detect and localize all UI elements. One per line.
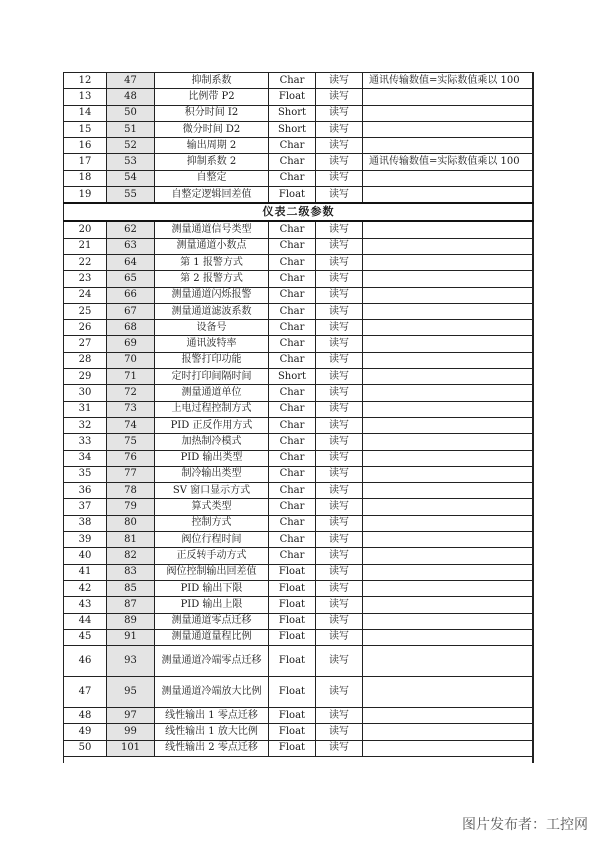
row-number-cell: 31	[64, 401, 107, 417]
data-type-cell: Short	[269, 121, 316, 137]
access-mode-cell: 读写	[316, 613, 363, 629]
access-mode-cell: 读写	[316, 483, 363, 499]
access-mode-cell: 读写	[316, 417, 363, 433]
table-row	[64, 740, 534, 756]
access-mode-cell: 读写	[316, 499, 363, 515]
table-row	[64, 646, 534, 677]
data-type-cell: Short	[269, 369, 316, 385]
remark-cell	[363, 89, 534, 105]
access-mode-cell: 读写	[316, 740, 363, 756]
access-mode-cell: 读写	[316, 221, 363, 238]
table-row	[64, 515, 534, 531]
remark-cell: 通讯传输数值=实际数值乘以 100	[363, 73, 534, 89]
access-mode-cell: 读写	[316, 515, 363, 531]
parameter-name-cell: 阀位控制输出回差值	[155, 564, 269, 580]
register-address-cell: 65	[107, 271, 155, 287]
table-row	[64, 450, 534, 466]
remark-cell	[363, 564, 534, 580]
data-type-cell: Char	[269, 254, 316, 270]
remark-cell	[363, 532, 534, 548]
table-row	[64, 499, 534, 515]
parameter-name-cell: 输出周期 2	[155, 138, 269, 154]
row-number-cell: 37	[64, 499, 107, 515]
row-number-cell: 48	[64, 708, 107, 724]
register-address-cell: 70	[107, 352, 155, 368]
data-type-cell: Char	[269, 483, 316, 499]
remark-cell	[363, 580, 534, 596]
parameter-name-cell: 抑制系数 2	[155, 154, 269, 170]
table-row	[64, 187, 534, 204]
row-number-cell: 20	[64, 221, 107, 238]
access-mode-cell: 读写	[316, 121, 363, 137]
access-mode-cell: 读写	[316, 580, 363, 596]
register-address-cell: 62	[107, 221, 155, 238]
remark-cell	[363, 629, 534, 645]
row-number-cell: 45	[64, 629, 107, 645]
register-address-cell: 82	[107, 548, 155, 564]
access-mode-cell: 读写	[316, 677, 363, 708]
row-number-cell: 33	[64, 434, 107, 450]
register-address-cell: 101	[107, 740, 155, 756]
remark-cell	[363, 401, 534, 417]
access-mode-cell: 读写	[316, 287, 363, 303]
parameter-name-cell: 定时打印间隔时间	[155, 369, 269, 385]
parameter-name-cell: 上电过程控制方式	[155, 401, 269, 417]
table-row	[64, 564, 534, 580]
remark-cell	[363, 417, 534, 433]
register-address-cell: 48	[107, 89, 155, 105]
access-mode-cell: 读写	[316, 238, 363, 254]
remark-cell	[363, 320, 534, 336]
row-number-cell: 12	[64, 73, 107, 89]
data-type-cell: Float	[269, 580, 316, 596]
parameter-name-cell: 第 2 报警方式	[155, 271, 269, 287]
register-address-cell: 50	[107, 105, 155, 121]
access-mode-cell: 读写	[316, 170, 363, 186]
register-table	[63, 72, 534, 757]
row-number-cell: 43	[64, 597, 107, 613]
remark-cell	[363, 515, 534, 531]
register-address-cell: 87	[107, 597, 155, 613]
remark-cell	[363, 336, 534, 352]
row-number-cell: 19	[64, 187, 107, 204]
table-row	[64, 613, 534, 629]
register-address-cell: 74	[107, 417, 155, 433]
row-number-cell: 40	[64, 548, 107, 564]
access-mode-cell: 读写	[316, 89, 363, 105]
access-mode-cell: 读写	[316, 708, 363, 724]
remark-cell	[363, 483, 534, 499]
register-address-cell: 52	[107, 138, 155, 154]
table-row	[64, 271, 534, 287]
register-address-cell: 80	[107, 515, 155, 531]
access-mode-cell: 读写	[316, 385, 363, 401]
watermark: 图片发布者：工控网	[462, 817, 588, 833]
register-address-cell: 67	[107, 303, 155, 319]
parameter-name-cell: 比例带 P2	[155, 89, 269, 105]
access-mode-cell: 读写	[316, 548, 363, 564]
row-number-cell: 35	[64, 466, 107, 482]
register-address-cell: 78	[107, 483, 155, 499]
remark-cell	[363, 597, 534, 613]
remark-cell	[363, 434, 534, 450]
row-number-cell: 25	[64, 303, 107, 319]
data-type-cell: Float	[269, 646, 316, 677]
table-row	[64, 724, 534, 740]
data-type-cell: Float	[269, 708, 316, 724]
access-mode-cell: 读写	[316, 320, 363, 336]
data-type-cell: Char	[269, 138, 316, 154]
access-mode-cell: 读写	[316, 138, 363, 154]
remark-cell	[363, 499, 534, 515]
remark-cell	[363, 105, 534, 121]
table-row	[64, 629, 534, 645]
parameter-name-cell: 报警打印功能	[155, 352, 269, 368]
access-mode-cell: 读写	[316, 154, 363, 170]
register-address-cell: 77	[107, 466, 155, 482]
register-address-cell: 76	[107, 450, 155, 466]
remark-cell	[363, 613, 534, 629]
remark-cell	[363, 170, 534, 186]
remark-cell: 通讯传输数值=实际数值乘以 100	[363, 154, 534, 170]
remark-cell	[363, 254, 534, 270]
row-number-cell: 30	[64, 385, 107, 401]
remark-cell	[363, 121, 534, 137]
register-address-cell: 53	[107, 154, 155, 170]
register-address-cell: 95	[107, 677, 155, 708]
remark-cell	[363, 138, 534, 154]
parameter-name-cell: PID 输出类型	[155, 450, 269, 466]
table-row	[64, 89, 534, 105]
parameter-name-cell: 测量通道冷端放大比例	[155, 677, 269, 708]
parameter-name-cell: 正反转手动方式	[155, 548, 269, 564]
table-row	[64, 336, 534, 352]
remark-cell	[363, 740, 534, 756]
row-number-cell: 42	[64, 580, 107, 596]
row-number-cell: 17	[64, 154, 107, 170]
remark-cell	[363, 287, 534, 303]
register-address-cell: 83	[107, 564, 155, 580]
remark-cell	[363, 303, 534, 319]
data-type-cell: Char	[269, 548, 316, 564]
register-address-cell: 75	[107, 434, 155, 450]
data-type-cell: Float	[269, 597, 316, 613]
data-type-cell: Char	[269, 450, 316, 466]
remark-cell	[363, 369, 534, 385]
remark-cell	[363, 187, 534, 204]
section-header-row	[64, 203, 534, 221]
parameter-name-cell: 微分时间 D2	[155, 121, 269, 137]
parameter-name-cell: 设备号	[155, 320, 269, 336]
access-mode-cell: 读写	[316, 303, 363, 319]
table-row	[64, 254, 534, 270]
table-row	[64, 434, 534, 450]
row-number-cell: 36	[64, 483, 107, 499]
register-address-cell: 66	[107, 287, 155, 303]
data-type-cell: Char	[269, 221, 316, 238]
table-row	[64, 401, 534, 417]
data-type-cell: Float	[269, 187, 316, 204]
access-mode-cell: 读写	[316, 532, 363, 548]
data-type-cell: Float	[269, 677, 316, 708]
data-type-cell: Char	[269, 515, 316, 531]
row-number-cell: 49	[64, 724, 107, 740]
data-type-cell: Char	[269, 434, 316, 450]
register-address-cell: 47	[107, 73, 155, 89]
parameter-name-cell: 测量通道量程比例	[155, 629, 269, 645]
register-address-cell: 69	[107, 336, 155, 352]
access-mode-cell: 读写	[316, 336, 363, 352]
section-title: 仪表二级参数	[64, 203, 534, 221]
parameter-name-cell: 控制方式	[155, 515, 269, 531]
parameter-name-cell: 自整定逻辑回差值	[155, 187, 269, 204]
data-type-cell: Char	[269, 271, 316, 287]
access-mode-cell: 读写	[316, 629, 363, 645]
parameter-name-cell: 算式类型	[155, 499, 269, 515]
table-row	[64, 580, 534, 596]
table-row	[64, 303, 534, 319]
register-address-cell: 73	[107, 401, 155, 417]
data-type-cell: Char	[269, 499, 316, 515]
register-address-cell: 64	[107, 254, 155, 270]
remark-cell	[363, 271, 534, 287]
table-row	[64, 369, 534, 385]
data-type-cell: Float	[269, 629, 316, 645]
register-address-cell: 54	[107, 170, 155, 186]
table-row	[64, 121, 534, 137]
data-type-cell: Char	[269, 385, 316, 401]
data-type-cell: Short	[269, 105, 316, 121]
data-type-cell: Char	[269, 336, 316, 352]
data-type-cell: Char	[269, 466, 316, 482]
access-mode-cell: 读写	[316, 254, 363, 270]
parameter-name-cell: 测量通道单位	[155, 385, 269, 401]
table-row	[64, 238, 534, 254]
parameter-name-cell: 线性输出 1 零点迁移	[155, 708, 269, 724]
remark-cell	[363, 450, 534, 466]
parameter-name-cell: 测量通道小数点	[155, 238, 269, 254]
parameter-name-cell: 测量通道滤波系数	[155, 303, 269, 319]
parameter-name-cell: 线性输出 2 零点迁移	[155, 740, 269, 756]
table-row	[64, 708, 534, 724]
table-row	[64, 466, 534, 482]
data-type-cell: Char	[269, 287, 316, 303]
row-number-cell: 38	[64, 515, 107, 531]
remark-cell	[363, 466, 534, 482]
register-table-body	[64, 73, 534, 757]
row-number-cell: 29	[64, 369, 107, 385]
data-type-cell: Char	[269, 401, 316, 417]
register-address-cell: 68	[107, 320, 155, 336]
access-mode-cell: 读写	[316, 352, 363, 368]
access-mode-cell: 读写	[316, 466, 363, 482]
access-mode-cell: 读写	[316, 724, 363, 740]
register-address-cell: 51	[107, 121, 155, 137]
data-type-cell: Char	[269, 532, 316, 548]
parameter-name-cell: 加热制冷模式	[155, 434, 269, 450]
row-number-cell: 28	[64, 352, 107, 368]
table-row	[64, 483, 534, 499]
access-mode-cell: 读写	[316, 369, 363, 385]
data-type-cell: Char	[269, 303, 316, 319]
data-type-cell: Char	[269, 170, 316, 186]
remark-cell	[363, 548, 534, 564]
table-row	[64, 221, 534, 238]
table-row	[64, 138, 534, 154]
data-type-cell: Float	[269, 724, 316, 740]
remark-cell	[363, 385, 534, 401]
row-number-cell: 24	[64, 287, 107, 303]
remark-cell	[363, 221, 534, 238]
access-mode-cell: 读写	[316, 597, 363, 613]
row-number-cell: 21	[64, 238, 107, 254]
table-row	[64, 170, 534, 186]
row-number-cell: 18	[64, 170, 107, 186]
parameter-name-cell: PID 正反作用方式	[155, 417, 269, 433]
access-mode-cell: 读写	[316, 564, 363, 580]
remark-cell	[363, 677, 534, 708]
row-number-cell: 15	[64, 121, 107, 137]
register-address-cell: 97	[107, 708, 155, 724]
table-row	[64, 352, 534, 368]
parameter-name-cell: 线性输出 1 放大比例	[155, 724, 269, 740]
register-address-cell: 89	[107, 613, 155, 629]
remark-cell	[363, 352, 534, 368]
register-address-cell: 93	[107, 646, 155, 677]
table-row	[64, 73, 534, 89]
row-number-cell: 32	[64, 417, 107, 433]
row-number-cell: 26	[64, 320, 107, 336]
remark-cell	[363, 646, 534, 677]
parameter-name-cell: 测量通道冷端零点迁移	[155, 646, 269, 677]
data-type-cell: Float	[269, 613, 316, 629]
table-row	[64, 677, 534, 708]
table-row	[64, 105, 534, 121]
data-type-cell: Char	[269, 154, 316, 170]
access-mode-cell: 读写	[316, 401, 363, 417]
access-mode-cell: 读写	[316, 434, 363, 450]
table-row	[64, 532, 534, 548]
table-row	[64, 287, 534, 303]
table-row	[64, 417, 534, 433]
data-type-cell: Float	[269, 740, 316, 756]
row-number-cell: 16	[64, 138, 107, 154]
access-mode-cell: 读写	[316, 105, 363, 121]
row-number-cell: 23	[64, 271, 107, 287]
remark-cell	[363, 724, 534, 740]
row-number-cell: 27	[64, 336, 107, 352]
row-number-cell: 39	[64, 532, 107, 548]
access-mode-cell: 读写	[316, 271, 363, 287]
data-type-cell: Char	[269, 320, 316, 336]
register-address-cell: 79	[107, 499, 155, 515]
register-address-cell: 91	[107, 629, 155, 645]
parameter-name-cell: PID 输出下限	[155, 580, 269, 596]
data-type-cell: Char	[269, 352, 316, 368]
row-number-cell: 34	[64, 450, 107, 466]
row-number-cell: 14	[64, 105, 107, 121]
parameter-name-cell: SV 窗口显示方式	[155, 483, 269, 499]
row-number-cell: 50	[64, 740, 107, 756]
parameter-name-cell: 第 1 报警方式	[155, 254, 269, 270]
data-type-cell: Float	[269, 564, 316, 580]
remark-cell	[363, 238, 534, 254]
register-address-cell: 85	[107, 580, 155, 596]
access-mode-cell: 读写	[316, 450, 363, 466]
data-type-cell: Char	[269, 238, 316, 254]
parameter-name-cell: 阀位行程时间	[155, 532, 269, 548]
table-row	[64, 548, 534, 564]
row-number-cell: 13	[64, 89, 107, 105]
parameter-name-cell: 制冷输出类型	[155, 466, 269, 482]
register-address-cell: 99	[107, 724, 155, 740]
access-mode-cell: 读写	[316, 73, 363, 89]
register-address-cell: 55	[107, 187, 155, 204]
table-row	[64, 385, 534, 401]
access-mode-cell: 读写	[316, 187, 363, 204]
parameter-name-cell: 抑制系数	[155, 73, 269, 89]
register-address-cell: 63	[107, 238, 155, 254]
parameter-name-cell: 通讯波特率	[155, 336, 269, 352]
table-row	[64, 154, 534, 170]
data-type-cell: Char	[269, 73, 316, 89]
row-number-cell: 41	[64, 564, 107, 580]
remark-cell	[363, 708, 534, 724]
data-type-cell: Char	[269, 417, 316, 433]
row-number-cell: 22	[64, 254, 107, 270]
table-row	[64, 597, 534, 613]
parameter-name-cell: 测量通道零点迁移	[155, 613, 269, 629]
register-address-cell: 72	[107, 385, 155, 401]
table-row	[64, 320, 534, 336]
row-number-cell: 44	[64, 613, 107, 629]
row-number-cell: 47	[64, 677, 107, 708]
register-address-cell: 81	[107, 532, 155, 548]
parameter-name-cell: 测量通道闪烁报警	[155, 287, 269, 303]
parameter-name-cell: 自整定	[155, 170, 269, 186]
register-address-cell: 71	[107, 369, 155, 385]
parameter-name-cell: 测量通道信号类型	[155, 221, 269, 238]
access-mode-cell: 读写	[316, 646, 363, 677]
parameter-name-cell: 积分时间 I2	[155, 105, 269, 121]
parameter-name-cell: PID 输出上限	[155, 597, 269, 613]
row-number-cell: 46	[64, 646, 107, 677]
data-type-cell: Float	[269, 89, 316, 105]
